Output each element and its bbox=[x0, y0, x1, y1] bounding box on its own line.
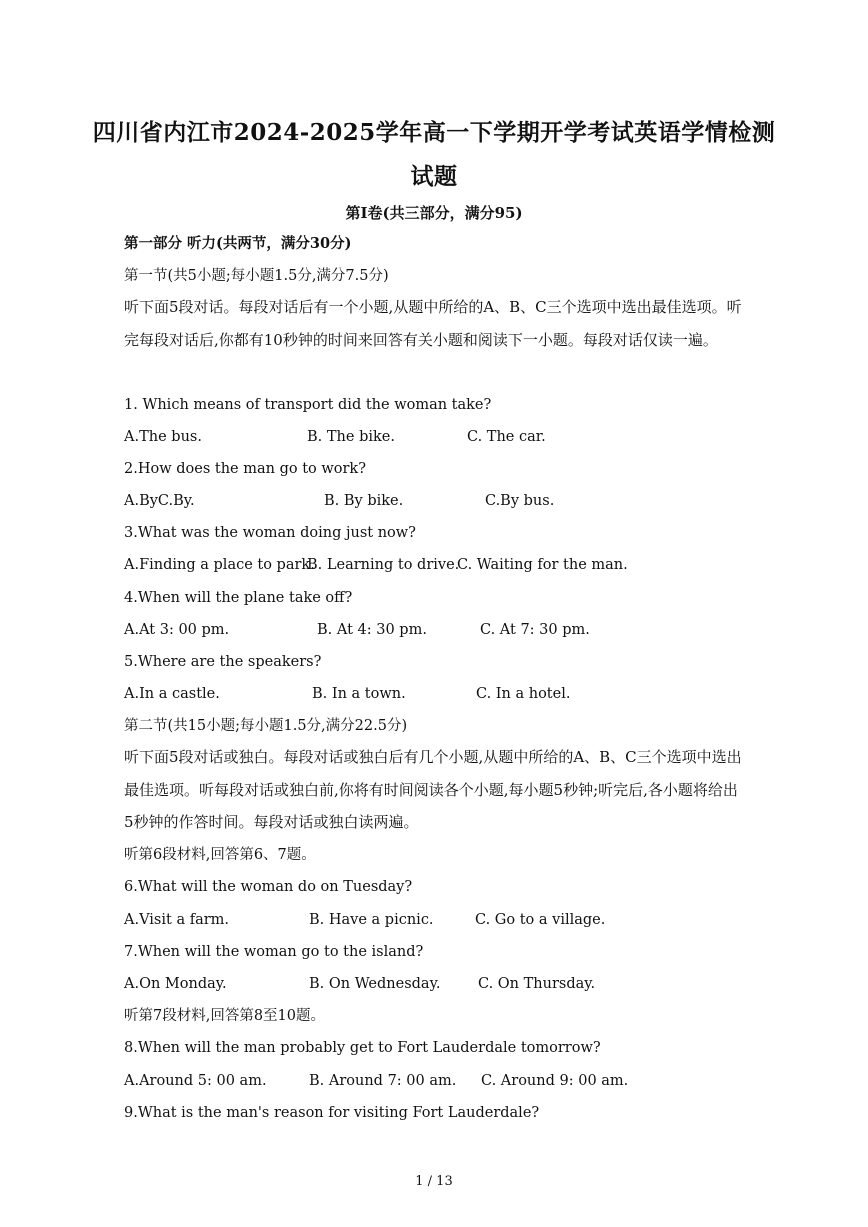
document-title-line2: 试题 bbox=[410, 163, 458, 190]
question-6: 6.What will the woman do on Tuesday? bbox=[124, 879, 413, 895]
q2-option-a: A.ByC.By. bbox=[124, 493, 195, 509]
q2-option-c: C.By bus. bbox=[485, 493, 555, 509]
part1-heading: 第一部分 听力(共两节，满分30分) bbox=[124, 235, 352, 252]
q7-option-c: C. On Thursday. bbox=[478, 976, 596, 992]
question-9: 9.What is the man's reason for visiting Fort Lauderdale? bbox=[124, 1105, 540, 1121]
question-7: 7.When will the woman go to the island? bbox=[124, 944, 424, 960]
section1-instructions: 听下面5段对话。每段对话后有一个小题,从题中所给的A、B、C三个选项中选出最佳选项。听完每段对话后,你都有10秒钟的时间来回答有关小题和阅读下一小题。每段对话仅读一遍。 bbox=[124, 298, 742, 349]
section-title: 第Ⅰ卷(共三部分，满分95) bbox=[345, 204, 523, 222]
q5-option-a: A.In a castle. bbox=[124, 686, 220, 702]
question-4: 4.When will the plane take off? bbox=[124, 590, 353, 606]
section2-heading: 第二节(共15小题;每小题1.5分,满分22.5分) bbox=[124, 718, 408, 734]
q4-option-a: A.At 3: 00 pm. bbox=[124, 622, 230, 638]
question-2: 2.How does the man go to work? bbox=[124, 461, 366, 477]
question-5: 5.Where are the speakers? bbox=[124, 654, 322, 670]
q8-option-a: A.Around 5: 00 am. bbox=[124, 1073, 267, 1089]
section1-heading: 第一节(共5小题;每小题1.5分,满分7.5分) bbox=[124, 268, 389, 284]
material-7-note: 听第7段材料,回答第8至10题。 bbox=[124, 1008, 326, 1024]
q6-option-a: A.Visit a farm. bbox=[124, 912, 230, 928]
q7-option-a: A.On Monday. bbox=[124, 976, 227, 992]
q1-option-b: B. The bike. bbox=[307, 429, 395, 445]
q2-option-b: B. By bike. bbox=[324, 493, 404, 509]
q6-option-c: C. Go to a village. bbox=[475, 912, 606, 928]
question-3: 3.What was the woman doing just now? bbox=[124, 525, 416, 541]
q4-option-c: C. At 7: 30 pm. bbox=[480, 622, 590, 638]
page-number: 1 / 13 bbox=[415, 1174, 453, 1189]
q6-option-b: B. Have a picnic. bbox=[309, 912, 434, 928]
document-title-line1: 四川省内江市2024-2025学年高一下学期开学考试英语学情检测 bbox=[92, 119, 776, 146]
q5-option-b: B. In a town. bbox=[312, 686, 406, 702]
section2-instructions: 听下面5段对话或独白。每段对话或独白后有几个小题,从题中所给的A、B、C三个选项中选出最佳选项。听每段对话或独白前,你将有时间阅读各个小题,每小题5秒钟;听完后,各小题将给出5秒钟的作答时间。每段对话或独白读两遍。 bbox=[124, 748, 742, 831]
q5-option-c: C. In a hotel. bbox=[476, 686, 571, 702]
material-6-note: 听第6段材料,回答第6、7题。 bbox=[124, 847, 316, 863]
q8-option-b: B. Around 7: 00 am. bbox=[309, 1073, 457, 1089]
q1-option-c: C. The car. bbox=[467, 429, 546, 445]
q4-option-b: B. At 4: 30 pm. bbox=[317, 622, 427, 638]
question-8: 8.When will the man probably get to Fort Lauderdale tomorrow? bbox=[124, 1040, 601, 1056]
q7-option-b: B. On Wednesday. bbox=[309, 976, 441, 992]
q3-option-b: B. Learning to drive. bbox=[307, 557, 460, 573]
q3-option-a: A.Finding a place to park. bbox=[124, 557, 315, 573]
q3-option-c: C. Waiting for the man. bbox=[457, 557, 628, 573]
q8-option-c: C. Around 9: 00 am. bbox=[481, 1073, 629, 1089]
question-1: 1. Which means of transport did the woman take? bbox=[124, 397, 492, 413]
q1-option-a: A.The bus. bbox=[124, 429, 202, 445]
